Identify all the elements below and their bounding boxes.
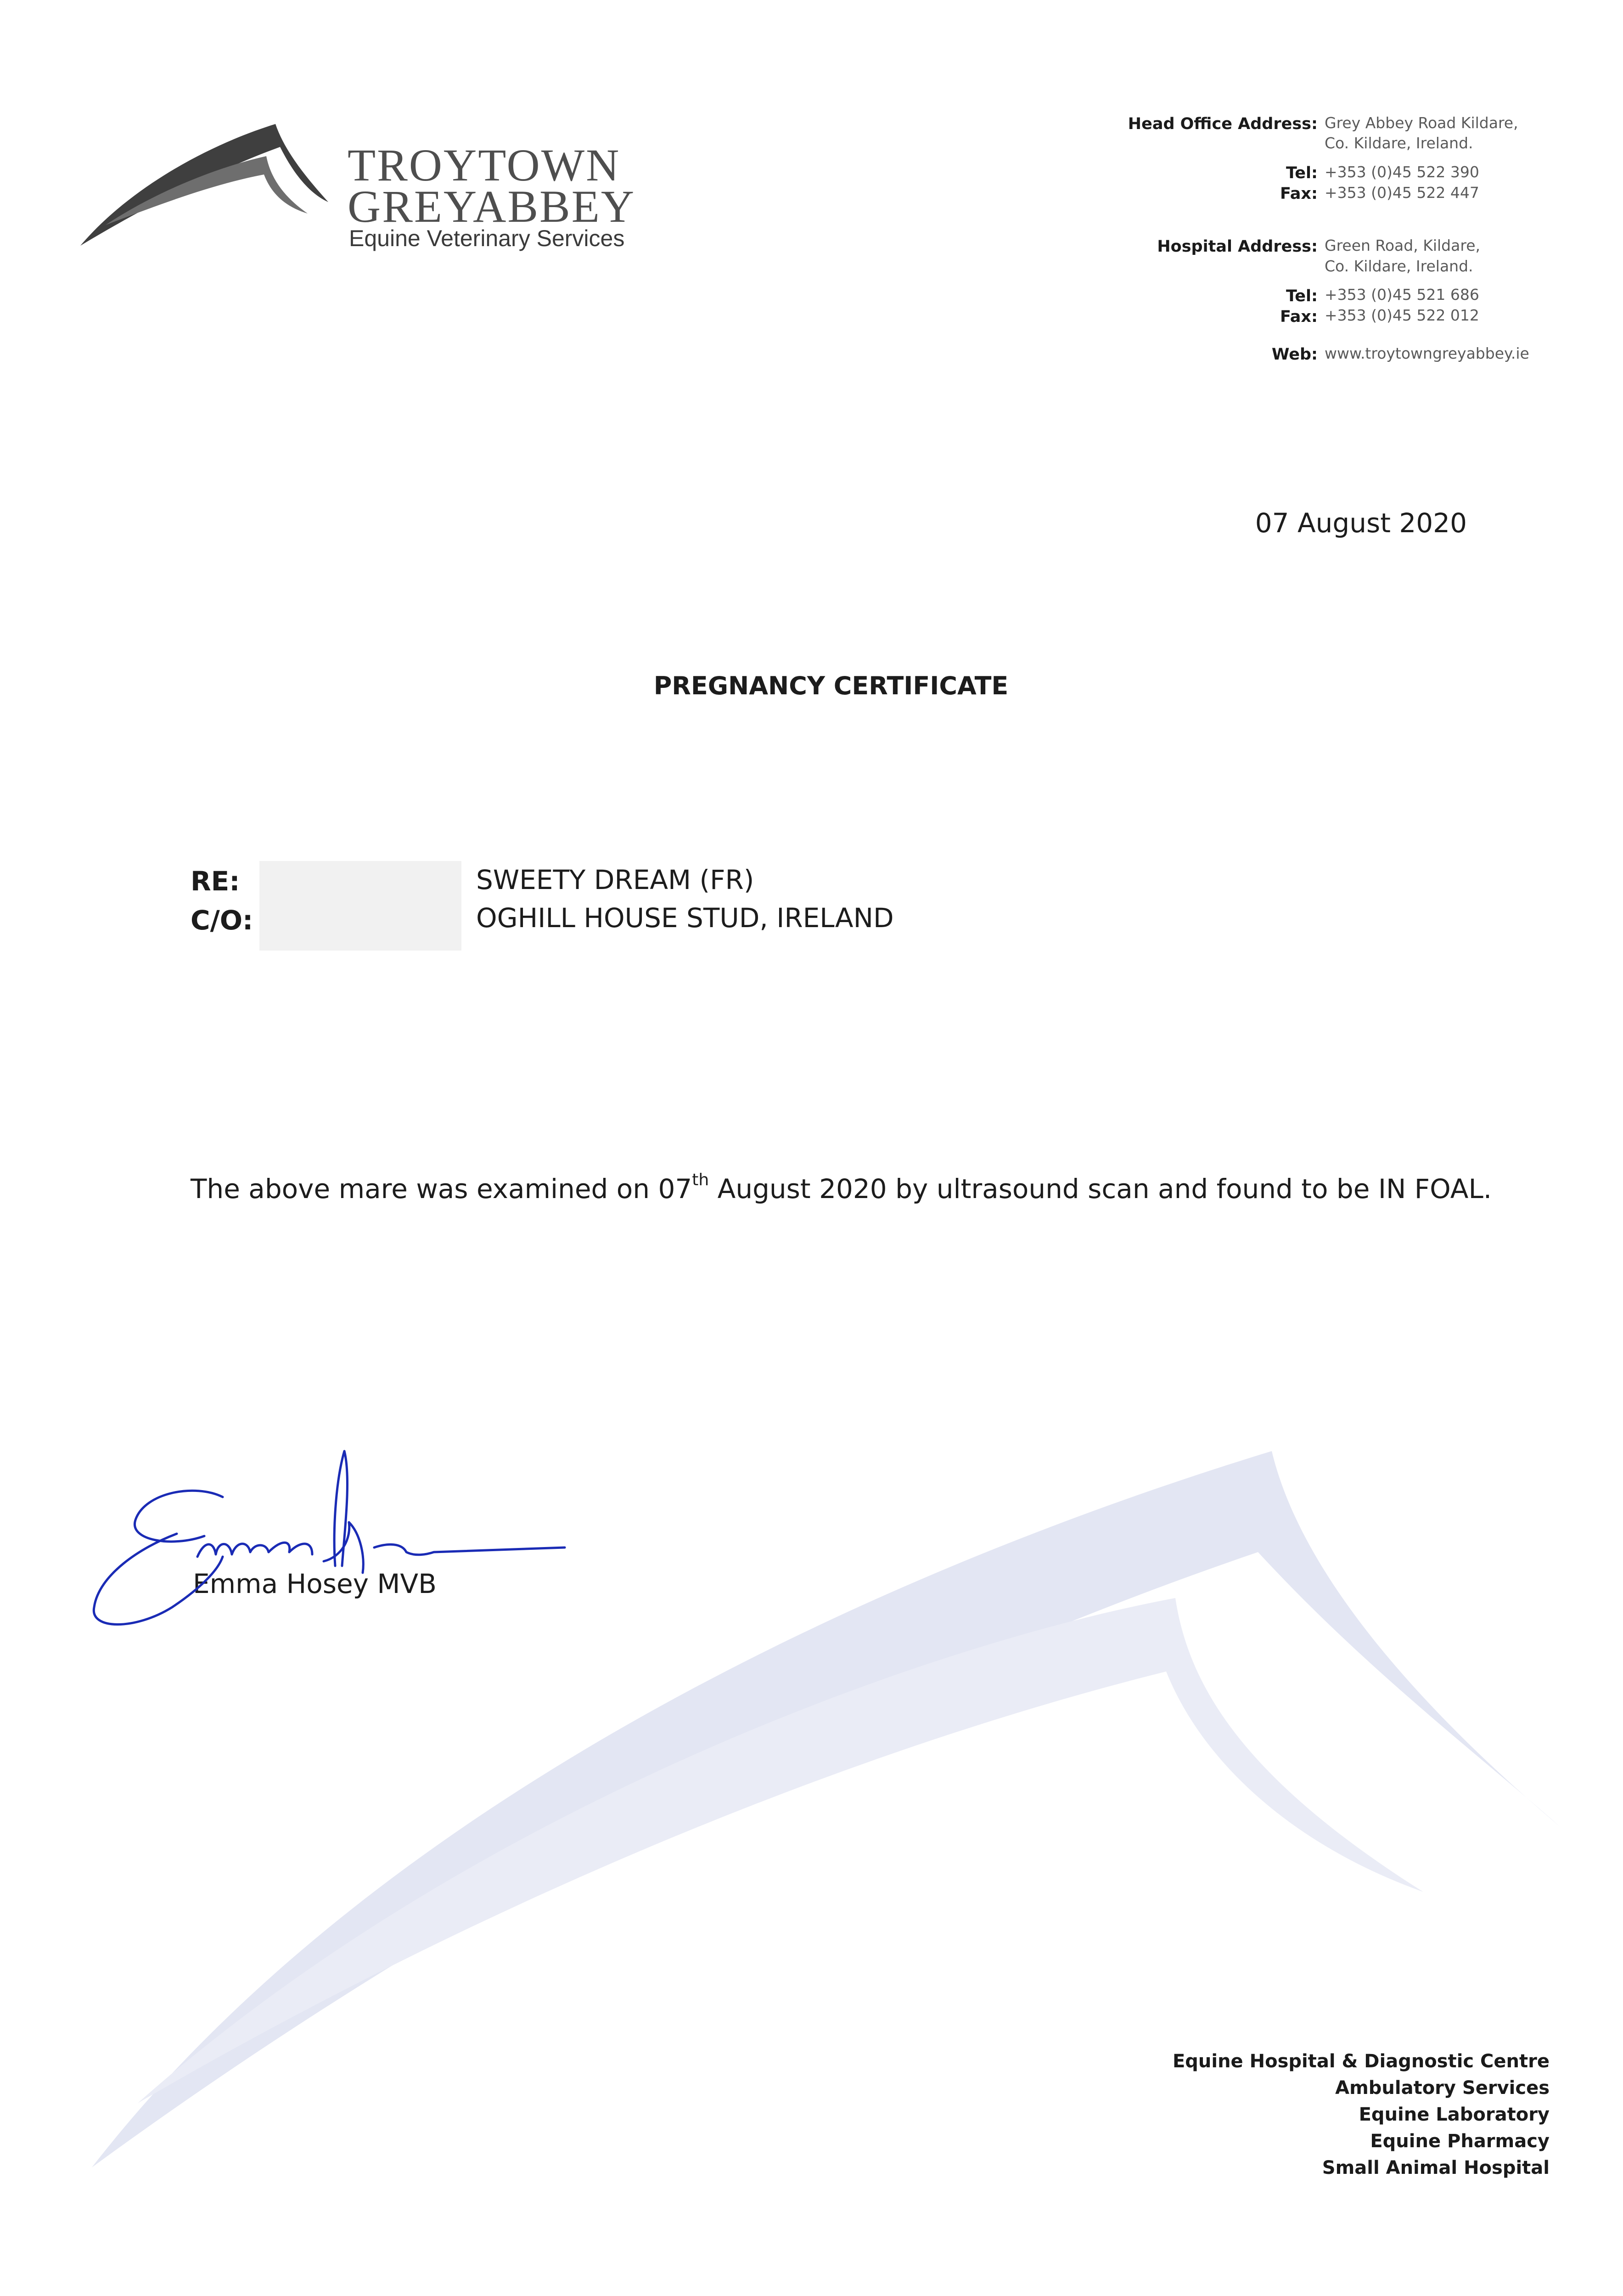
examination-statement <box>191 1173 1492 1204</box>
services-list <box>1173 2048 1550 2181</box>
ordinal-suffix: th <box>692 1171 709 1189</box>
hospital-label: Hospital Address: <box>1157 237 1318 256</box>
brand-name-line2: GREYABBEY <box>348 181 636 232</box>
letter-date: 07 August 2020 <box>1255 507 1467 539</box>
horse-head-swoosh-icon <box>78 115 335 248</box>
care-of-label: C/O: <box>191 905 253 936</box>
head-office-fax-label: Fax: <box>1280 185 1318 203</box>
head-office-tel: +353 (0)45 522 390 <box>1325 163 1479 181</box>
brand-name-line1: TROYTOWN <box>348 140 621 191</box>
page-title: PREGNANCY CERTIFICATE <box>653 671 1009 700</box>
care-of-value: OGHILL HOUSE STUD, IRELAND <box>476 902 894 934</box>
hospital-address-line1: Green Road, Kildare, <box>1325 236 1480 254</box>
redacted-area <box>259 861 461 951</box>
list-item: Small Animal Hospital <box>1322 2157 1550 2178</box>
signer-name: Emma Hosey MVB <box>193 1568 437 1599</box>
head-office-tel-label: Tel: <box>1286 164 1318 182</box>
hospital-fax-label: Fax: <box>1280 308 1318 326</box>
head-office-address-line2: Co. Kildare, Ireland. <box>1325 134 1473 152</box>
handwritten-signature <box>85 1442 576 1644</box>
head-office-address-line1: Grey Abbey Road Kildare, <box>1325 114 1518 132</box>
list-item: Equine Pharmacy <box>1370 2131 1550 2152</box>
website-link[interactable]: www.troytowngreyabbey.ie <box>1325 344 1529 362</box>
hospital-tel: +353 (0)45 521 686 <box>1325 286 1479 304</box>
hospital-tel-label: Tel: <box>1286 287 1318 305</box>
brand-subtitle: Equine Veterinary Services <box>349 225 625 251</box>
head-office-fax: +353 (0)45 522 447 <box>1325 184 1479 202</box>
list-item: Ambulatory Services <box>1335 2077 1550 2099</box>
list-item: Equine Laboratory <box>1359 2104 1550 2125</box>
list-item: Equine Hospital & Diagnostic Centre <box>1172 2051 1550 2072</box>
head-office-label: Head Office Address: <box>1128 115 1318 133</box>
hospital-fax: +353 (0)45 522 012 <box>1325 306 1479 324</box>
re-label: RE: <box>191 866 240 897</box>
statement-end: August 2020 by ultrasound scan and found to be IN FOAL. <box>709 1173 1492 1204</box>
web-label: Web: <box>1271 345 1318 364</box>
hospital-address-line2: Co. Kildare, Ireland. <box>1325 257 1473 275</box>
statement-start: The above mare was examined on 07 <box>191 1173 692 1204</box>
mare-name: SWEETY DREAM (FR) <box>476 864 754 895</box>
